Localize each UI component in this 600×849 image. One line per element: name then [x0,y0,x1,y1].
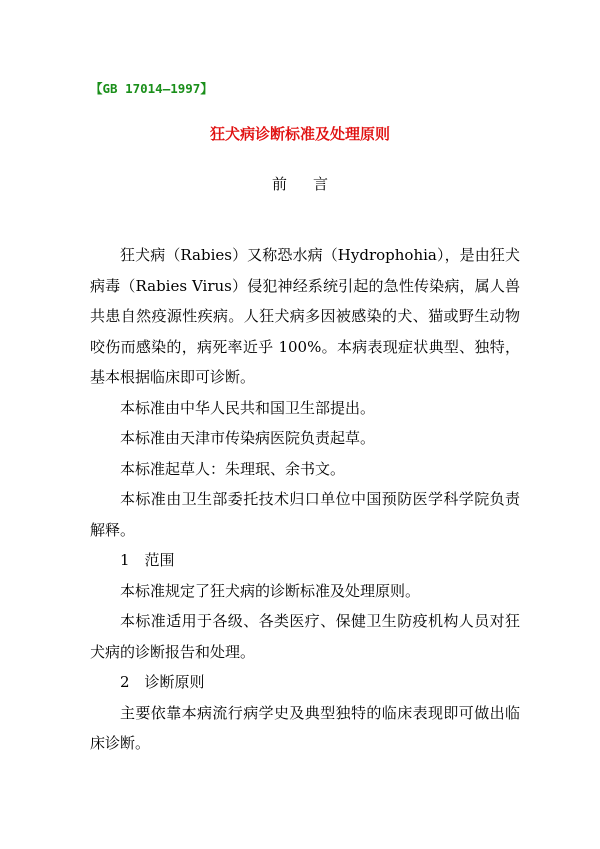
section-1-heading: 1 范围 [120,551,175,569]
document-body [90,240,520,759]
document-title: 狂犬病诊断标准及处理原则 [209,125,390,143]
preface-paragraph: 狂犬病（Rabies）又称恐水病（Hydrophohia），是由狂犬病毒（Rabies Virus）侵犯神经系统引起的急性传染病，属人兽共患自然疫源性疾病。人狂犬病多因被感染的犬、猫或野生动物咬伤而感染的，病死率近乎 100%。本病表现症状典型、独特，基本根据临床即可诊断。 [90,246,520,386]
preface-paragraph: 本标准由天津市传染病医院负责起草。 [120,429,376,447]
section-1-paragraph: 本标准规定了狂犬病的诊断标准及处理原则。 [120,581,421,600]
preface-paragraph: 本标准起草人：朱理珉、余书文。 [120,459,346,478]
standard-code: 【GB 17014—1997】 [90,81,213,96]
section-2-heading: 2 诊断原则 [120,673,205,691]
preface-paragraph: 本标准由卫生部委托技术归口单位中国预防医学科学院负责解释。 [90,490,520,539]
section-2-paragraph: 主要依靠本病流行病学史及典型独特的临床表现即可做出临床诊断。 [90,703,520,752]
preface-paragraph: 本标准由中华人民共和国卫生部提出。 [120,398,376,417]
section-1-paragraph: 本标准适用于各级、各类医疗、保健卫生防疫机构人员对狂犬病的诊断报告和处理。 [90,612,520,661]
preface-heading: 前言 [271,175,354,193]
